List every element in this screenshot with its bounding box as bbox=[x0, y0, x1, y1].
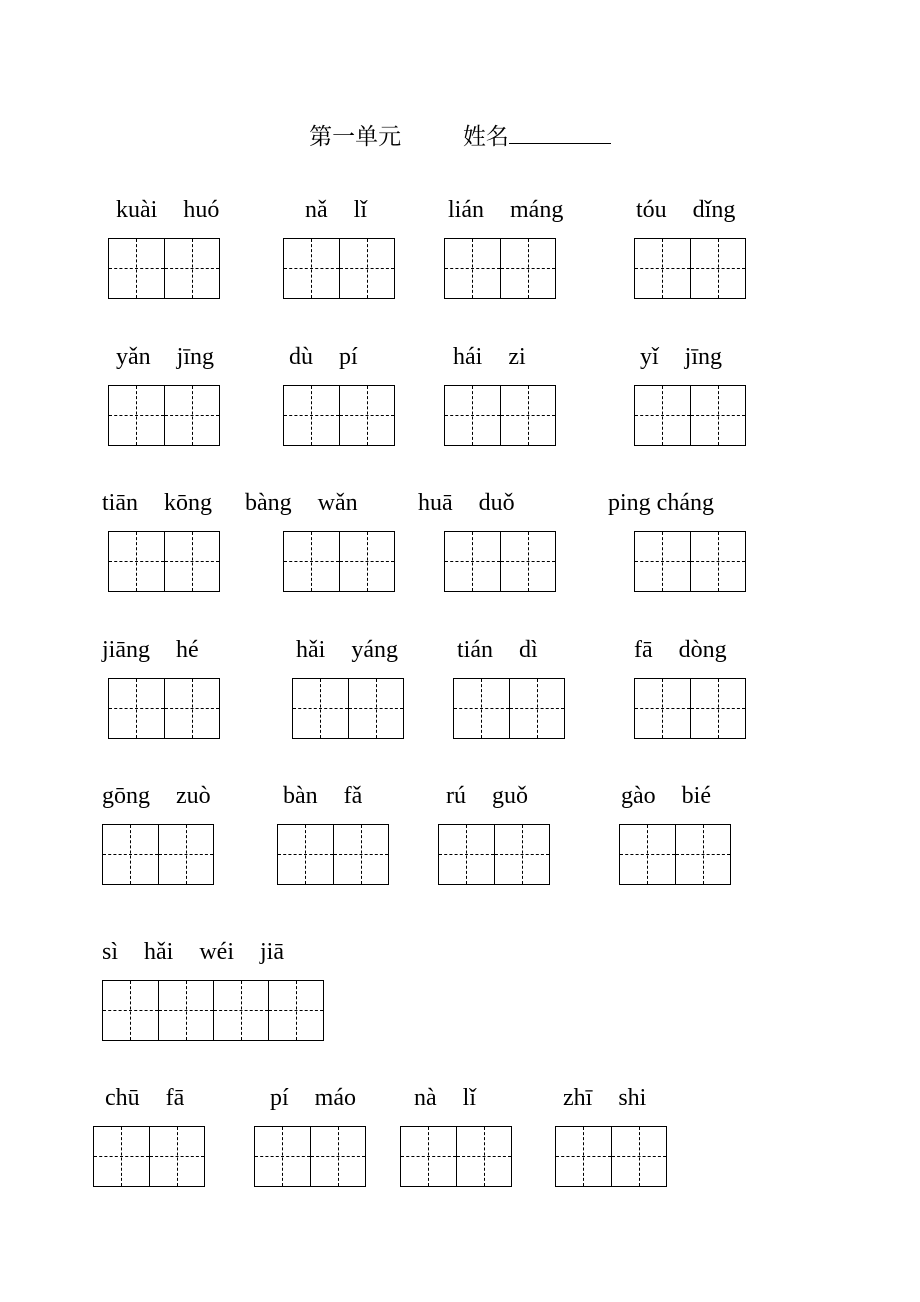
pinyin-label bbox=[102, 636, 225, 664]
pinyin-syllable: hǎi bbox=[144, 939, 174, 965]
writing-cell[interactable] bbox=[255, 1127, 310, 1186]
writing-cell[interactable] bbox=[620, 825, 675, 884]
writing-cell[interactable] bbox=[635, 239, 690, 298]
writing-cell[interactable] bbox=[103, 825, 158, 884]
pinyin-label bbox=[270, 1084, 382, 1112]
writing-cell[interactable] bbox=[158, 825, 213, 884]
writing-cell[interactable] bbox=[690, 532, 745, 591]
pinyin-label bbox=[283, 782, 388, 810]
pinyin-syllable: nà bbox=[414, 1085, 437, 1111]
writing-cell[interactable] bbox=[635, 386, 690, 445]
pinyin-syllable: pí bbox=[270, 1085, 289, 1111]
writing-cell[interactable] bbox=[94, 1127, 149, 1186]
writing-cell[interactable] bbox=[109, 386, 164, 445]
pinyin-label bbox=[563, 1084, 672, 1112]
pinyin-syllable: hǎi bbox=[296, 637, 326, 663]
name-label: 姓名 bbox=[462, 124, 509, 149]
pinyin-syllable: dǐng bbox=[692, 197, 736, 223]
pinyin-label bbox=[245, 489, 384, 517]
pinyin-label bbox=[102, 489, 238, 517]
pinyin-syllable: jīng bbox=[684, 344, 723, 370]
pinyin-label bbox=[289, 343, 384, 371]
writing-cell[interactable] bbox=[635, 532, 690, 591]
writing-cell[interactable] bbox=[509, 679, 564, 738]
writing-cell[interactable] bbox=[293, 679, 348, 738]
tianzige-grid[interactable] bbox=[292, 678, 404, 739]
pinyin-label bbox=[116, 343, 240, 371]
writing-cell[interactable] bbox=[439, 825, 494, 884]
pinyin-label bbox=[621, 782, 737, 810]
pinyin-label bbox=[296, 636, 424, 664]
pinyin-syllable: tóu bbox=[636, 197, 667, 223]
tianzige-grid[interactable] bbox=[277, 824, 389, 885]
pinyin-syllable: dù bbox=[289, 344, 313, 370]
pinyin-syllable: bàng bbox=[245, 490, 292, 516]
pinyin-label bbox=[457, 636, 564, 664]
pinyin-syllable: yǎn bbox=[116, 344, 151, 370]
pinyin-syllable: huā bbox=[418, 490, 453, 516]
pinyin-syllable: yáng bbox=[351, 637, 398, 663]
tianzige-grid[interactable] bbox=[555, 1126, 667, 1187]
pinyin-label bbox=[102, 938, 310, 966]
pinyin-label bbox=[446, 782, 554, 810]
writing-cell[interactable] bbox=[278, 825, 333, 884]
pinyin-syllable: zi bbox=[508, 344, 526, 370]
writing-cell[interactable] bbox=[164, 532, 219, 591]
pinyin-label bbox=[608, 489, 740, 517]
writing-cell[interactable] bbox=[268, 981, 323, 1040]
pinyin-syllable: shi bbox=[618, 1085, 647, 1111]
pinyin-label bbox=[634, 636, 753, 664]
tianzige-grid[interactable] bbox=[283, 385, 395, 446]
writing-cell[interactable] bbox=[339, 532, 394, 591]
pinyin-syllable: kōng bbox=[164, 490, 212, 516]
writing-cell[interactable] bbox=[310, 1127, 365, 1186]
tianzige-grid[interactable] bbox=[283, 238, 395, 299]
pinyin-syllable: bàn bbox=[283, 783, 318, 809]
pinyin-syllable: fā bbox=[165, 1085, 185, 1111]
pinyin-syllable: guǒ bbox=[492, 783, 528, 809]
pinyin-syllable: sì bbox=[102, 939, 119, 965]
writing-cell[interactable] bbox=[401, 1127, 456, 1186]
pinyin-syllable: máng bbox=[510, 197, 564, 223]
pinyin-syllable: gōng bbox=[102, 783, 150, 809]
writing-cell[interactable] bbox=[213, 981, 268, 1040]
pinyin-syllable: rú bbox=[446, 783, 466, 809]
writing-cell[interactable] bbox=[158, 981, 213, 1040]
tianzige-grid[interactable] bbox=[254, 1126, 366, 1187]
writing-cell[interactable] bbox=[500, 239, 555, 298]
pinyin-label bbox=[418, 489, 541, 517]
pinyin-syllable: lǐ bbox=[353, 197, 367, 223]
pinyin-syllable: máo bbox=[314, 1085, 356, 1111]
pinyin-syllable: wǎn bbox=[317, 490, 358, 516]
pinyin-syllable: hé bbox=[176, 637, 199, 663]
pinyin-syllable: bié bbox=[681, 783, 711, 809]
writing-cell[interactable] bbox=[348, 679, 403, 738]
pinyin-label bbox=[305, 196, 393, 224]
pinyin-label bbox=[453, 343, 552, 371]
pinyin-syllable: fā bbox=[634, 637, 653, 663]
pinyin-syllable: gào bbox=[621, 783, 656, 809]
pinyin-syllable: yǐ bbox=[640, 344, 659, 370]
tianzige-grid[interactable] bbox=[444, 385, 556, 446]
pinyin-syllable: zuò bbox=[176, 783, 211, 809]
pinyin-syllable: nǎ bbox=[305, 197, 328, 223]
writing-cell[interactable] bbox=[456, 1127, 511, 1186]
pinyin-label bbox=[105, 1084, 210, 1112]
pinyin-syllable: ping cháng bbox=[608, 490, 714, 516]
tianzige-grid[interactable] bbox=[108, 531, 220, 592]
pinyin-syllable: tián bbox=[457, 637, 493, 663]
writing-cell[interactable] bbox=[494, 825, 549, 884]
pinyin-syllable: pí bbox=[339, 344, 358, 370]
tianzige-grid[interactable] bbox=[283, 531, 395, 592]
writing-cell[interactable] bbox=[690, 239, 745, 298]
pinyin-syllable: wéi bbox=[199, 939, 234, 965]
pinyin-syllable: hái bbox=[453, 344, 483, 370]
pinyin-syllable: tiān bbox=[102, 490, 138, 516]
pinyin-syllable: huó bbox=[183, 197, 220, 223]
writing-cell[interactable] bbox=[690, 679, 745, 738]
writing-cell[interactable] bbox=[339, 386, 394, 445]
pinyin-label bbox=[636, 196, 761, 224]
pinyin-syllable: fǎ bbox=[343, 783, 363, 809]
tianzige-grid[interactable] bbox=[93, 1126, 205, 1187]
pinyin-syllable: jīng bbox=[176, 344, 214, 370]
writing-cell[interactable] bbox=[635, 679, 690, 738]
pinyin-syllable: dòng bbox=[678, 637, 727, 663]
writing-cell[interactable] bbox=[454, 679, 509, 738]
pinyin-syllable: jiāng bbox=[102, 637, 150, 663]
writing-cell[interactable] bbox=[611, 1127, 666, 1186]
writing-cell[interactable] bbox=[500, 386, 555, 445]
tianzige-grid[interactable] bbox=[108, 385, 220, 446]
tianzige-grid[interactable] bbox=[438, 824, 550, 885]
tianzige-grid[interactable] bbox=[102, 824, 214, 885]
tianzige-grid[interactable] bbox=[400, 1126, 512, 1187]
pinyin-syllable: duǒ bbox=[478, 490, 515, 516]
writing-cell[interactable] bbox=[556, 1127, 611, 1186]
pinyin-syllable: jiā bbox=[260, 939, 284, 965]
writing-cell[interactable] bbox=[500, 532, 555, 591]
writing-cell[interactable] bbox=[284, 532, 339, 591]
pinyin-label bbox=[640, 343, 748, 371]
pinyin-syllable: lián bbox=[448, 197, 484, 223]
name-blank-line bbox=[509, 121, 611, 144]
writing-cell[interactable] bbox=[109, 239, 164, 298]
writing-cell[interactable] bbox=[164, 679, 219, 738]
writing-cell[interactable] bbox=[445, 386, 500, 445]
writing-cell[interactable] bbox=[445, 239, 500, 298]
writing-cell[interactable] bbox=[103, 981, 158, 1040]
pinyin-syllable: lǐ bbox=[462, 1085, 476, 1111]
tianzige-grid[interactable] bbox=[634, 238, 746, 299]
tianzige-grid[interactable] bbox=[619, 824, 731, 885]
writing-cell[interactable] bbox=[109, 679, 164, 738]
pinyin-syllable: zhī bbox=[563, 1085, 593, 1111]
pinyin-label bbox=[102, 782, 237, 810]
tianzige-grid[interactable] bbox=[634, 385, 746, 446]
pinyin-syllable: chū bbox=[105, 1085, 140, 1111]
pinyin-label bbox=[448, 196, 589, 224]
tianzige-grid[interactable] bbox=[453, 678, 565, 739]
writing-cell[interactable] bbox=[339, 239, 394, 298]
pinyin-label bbox=[414, 1084, 502, 1112]
writing-cell[interactable] bbox=[109, 532, 164, 591]
tianzige-grid[interactable] bbox=[108, 678, 220, 739]
tianzige-grid[interactable] bbox=[444, 531, 556, 592]
tianzige-grid[interactable] bbox=[108, 238, 220, 299]
writing-cell[interactable] bbox=[675, 825, 730, 884]
writing-cell[interactable] bbox=[164, 386, 219, 445]
writing-cell[interactable] bbox=[690, 386, 745, 445]
tianzige-grid[interactable] bbox=[444, 238, 556, 299]
writing-cell[interactable] bbox=[445, 532, 500, 591]
tianzige-grid[interactable] bbox=[634, 678, 746, 739]
writing-cell[interactable] bbox=[284, 386, 339, 445]
worksheet-header bbox=[0, 118, 920, 151]
pinyin-label bbox=[116, 196, 245, 224]
unit-title: 第一单元 bbox=[309, 124, 402, 149]
pinyin-syllable: dì bbox=[519, 637, 538, 663]
writing-cell[interactable] bbox=[333, 825, 388, 884]
tianzige-grid[interactable] bbox=[634, 531, 746, 592]
tianzige-grid[interactable] bbox=[102, 980, 324, 1041]
pinyin-syllable: kuài bbox=[116, 197, 158, 223]
writing-cell[interactable] bbox=[149, 1127, 204, 1186]
writing-cell[interactable] bbox=[284, 239, 339, 298]
writing-cell[interactable] bbox=[164, 239, 219, 298]
